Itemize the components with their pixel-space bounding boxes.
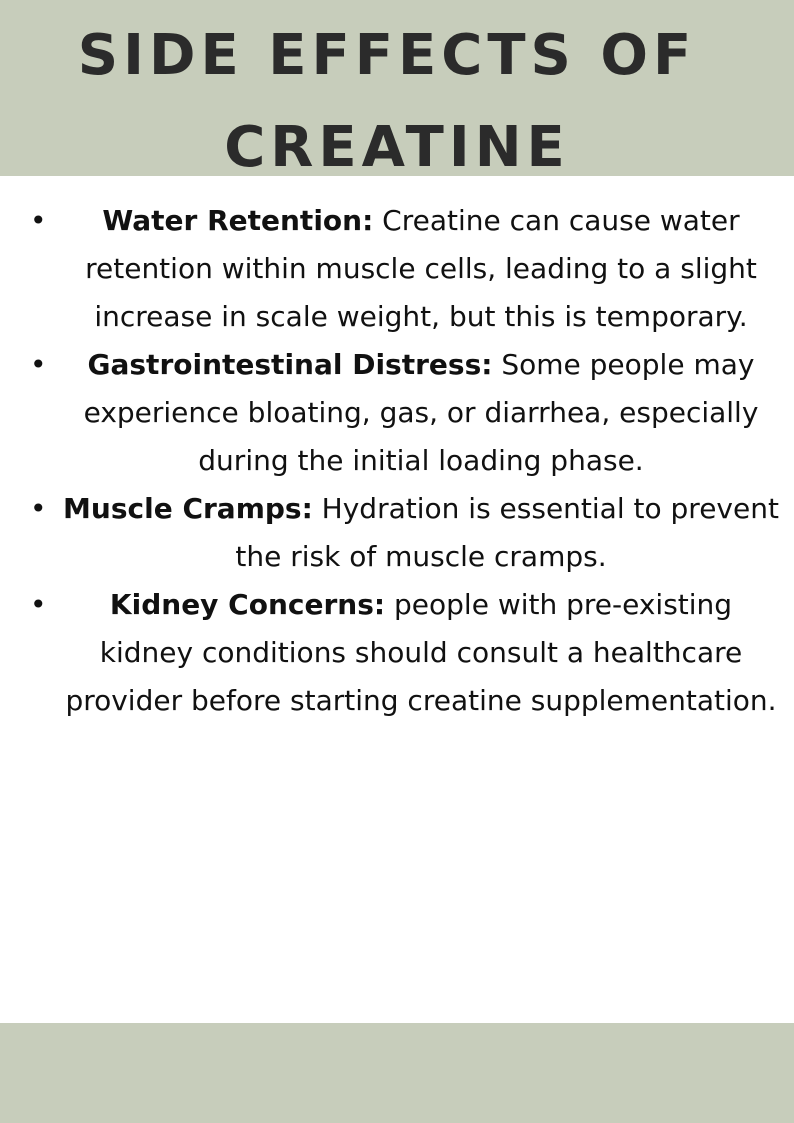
side-effect-term: Water Retention: [102, 204, 374, 237]
side-effects-list [0, 197, 794, 725]
side-effect-muscle-cramps [0, 485, 794, 581]
side-effect-kidney-concerns [0, 581, 794, 725]
side-effect-gastrointestinal-distress [0, 341, 794, 485]
side-effect-description: people with pre-existing kidney conditions should consult a healthcare provider before starting creatine supplementation. [65, 588, 777, 717]
side-effect-description: Creatine can cause water retention within muscle cells, leading to a slight increase in scale weight, but this is temporary. [85, 204, 757, 333]
page-title-line-2: CREATINE [224, 115, 570, 180]
side-effect-term: Kidney Concerns: [109, 588, 386, 621]
side-effect-term: Gastrointestinal Distress: [87, 348, 493, 381]
bullet-icon: • [30, 204, 47, 237]
page-title-line-1: SIDE EFFECTS OF [77, 23, 697, 88]
page-title [0, 10, 794, 194]
bullet-icon: • [30, 588, 47, 621]
side-effect-description: Hydration is essential to prevent the risk of muscle cramps. [235, 492, 779, 573]
footer-band [0, 1023, 794, 1123]
bullet-icon: • [30, 492, 47, 525]
side-effect-water-retention [0, 197, 794, 341]
side-effect-term: Muscle Cramps: [63, 492, 313, 525]
bullet-icon: • [30, 348, 47, 381]
side-effect-description: Some people may experience bloating, gas, or diarrhea, especially during the initial loading phase. [83, 348, 759, 477]
